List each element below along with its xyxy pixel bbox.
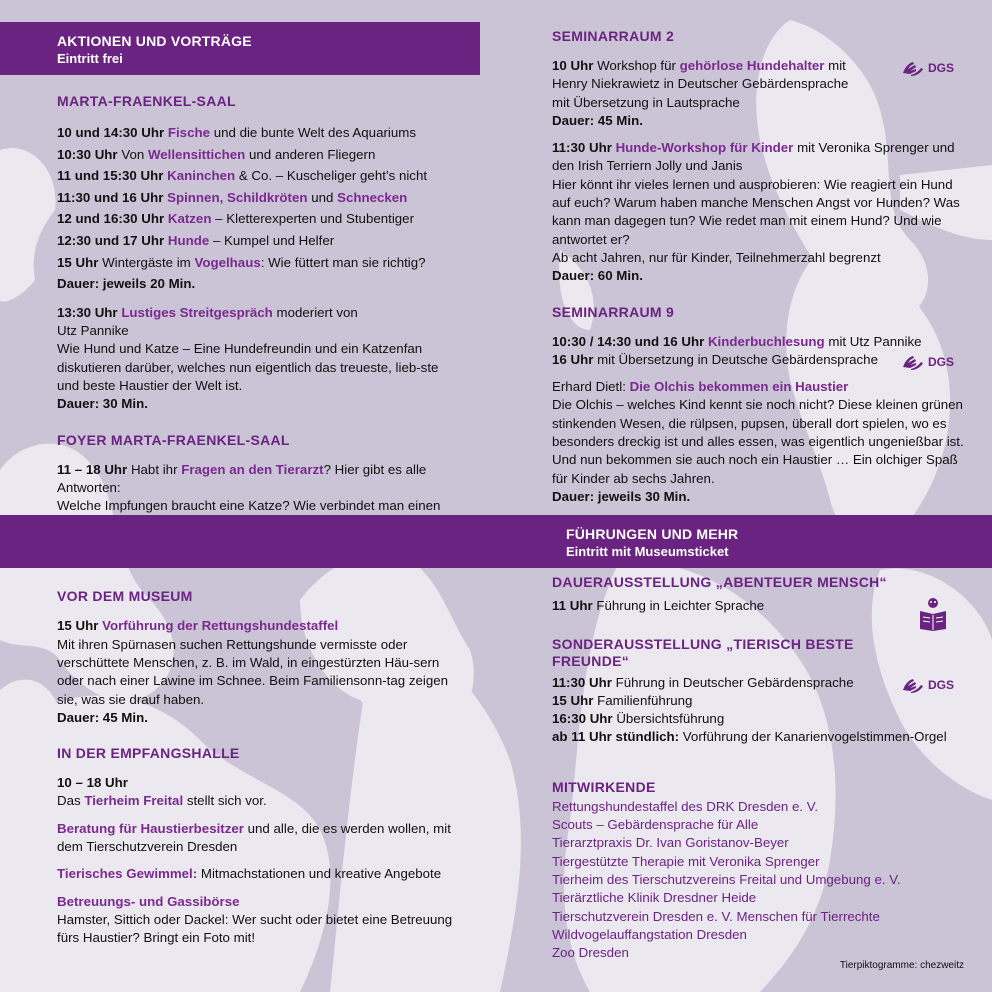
banner-title: AKTIONEN UND VORTRÄGE	[57, 33, 252, 49]
mitwirkende-item: Wildvogelauffangstation Dresden	[552, 926, 747, 942]
event-olchis: Erhard Dietl: Die Olchis bekommen ein Haustier Die Olchis – welches Kind kennt sie noch nicht? Diese kleinen grünen stinkenden Wesen, die rülpsen, pupsen, überall dort spielen, wo es besonders dreckig ist und alles essen, was eigentlich ungenießbar ist. Und nun bekommen sie auch noch ein Haustier … Ein olchiger Spaß für Kinder ab sechs Jahren. Dauer: jeweils 30 Min.	[552, 379, 964, 504]
pictogram-credit: Tierpiktogramme: chezweitz	[839, 960, 964, 971]
section-title-seminarraum-2: SEMINARRAUM 2	[552, 28, 675, 44]
banner-subtitle: Eintritt mit Museumsticket	[566, 544, 729, 560]
event-tierheim: 10 – 18 Uhr Das Tierheim Freital stellt sich vor.	[57, 775, 267, 809]
section-title-mitwirkende: MITWIRKENDE	[552, 778, 656, 795]
mitwirkende-item: Tierschutzverein Dresden e. V. Menschen für Tierrechte	[552, 908, 880, 924]
right-column	[552, 22, 992, 962]
banner-subtitle: Eintritt frei	[57, 51, 123, 66]
mitwirkende-list	[552, 798, 970, 963]
mitwirkende-item: Tierheim des Tierschutzvereins Freital und Umgebung e. V.	[552, 871, 901, 887]
event-leichte-sprache: 11 Uhr Führung in Leichter Sprache	[552, 597, 970, 615]
banner-fuehrungen	[0, 515, 992, 568]
easy-language-icon	[918, 597, 948, 636]
section-title-vor-dem-museum: VOR DEM MUSEUM	[57, 588, 193, 605]
dgs-sign-language-icon: DGS	[901, 676, 954, 694]
banner-aktionen	[0, 22, 480, 75]
section-title-marta-fraenkel-saal: MARTA-FRAENKEL-SAAL	[57, 93, 236, 109]
dgs-sign-language-icon: DGS	[901, 59, 954, 77]
schedule-row: 11:30 und 16 Uhr Spinnen, Schildkröten und Schnecken	[57, 189, 408, 205]
mitwirkende-item: Rettungshundestaffel des DRK Dresden e. V.	[552, 798, 819, 814]
event-hunde-workshop: 11:30 Uhr Hunde-Workshop für Kinder mit Veronika Sprenger und den Irish Terriern Jolly und Janis Hier könnt ihr vieles lernen und ausprobieren: Wie reagiert ein Hund auf euch? Warum haben manche Menschen Angst vor Hunden? Was kann man dagegen tun? Wie redet man mit einem Hund? Und wie antwortet er? Ab acht Jahren, nur für Kinder, Teilnehmerzahl begrenzt Dauer: 60 Min.	[552, 140, 960, 284]
mitwirkende-item: Scouts – Gebärdensprache für Alle	[552, 817, 759, 833]
section-title-empfangshalle: IN DER EMPFANGSHALLE	[57, 745, 240, 762]
left-column	[0, 22, 480, 956]
mitwirkende-item: Tierärztliche Klinik Dresdner Heide	[552, 890, 757, 906]
section-title-dauerausstellung: DAUERAUSSTELLUNG „ABENTEUER MENSCH“	[552, 574, 887, 591]
event-streitgespraech: 13:30 Uhr Lustiges Streitgespräch moderiert von Utz Pannike Wie Hund und Katze – Eine Hundefreundin und ein Katzenfan diskutieren darüber, welches nun eigentlich das treueste, lieb-ste und beste Haustier der Welt ist. Dauer: 30 Min.	[57, 304, 439, 412]
event-gassiboerse: Betreuungs- und Gassibörse Hamster, Sittich oder Dackel: Wer sucht oder bietet eine Betreuung fürs Haustier? Bringt ein Foto mit!	[57, 893, 453, 946]
mitwirkende-item: Tierarztpraxis Dr. Ivan Goristanov-Beyer	[552, 835, 789, 851]
schedule-row: 12 und 16:30 Uhr Katzen – Kletterexperten und Stubentiger	[57, 211, 415, 227]
event-workshop-gehoerlose: DGS 10 Uhr Workshop für gehörlose Hundehalter mit Henry Niekrawietz in Deutscher Gebärdensprache mit Übersetzung in Lautsprache Dauer: 45 Min.	[552, 58, 954, 128]
mitwirkende-item: Zoo Dresden	[552, 945, 629, 961]
schedule-row: 11 und 15:30 Uhr Kaninchen & Co. – Kuscheliger geht’s nicht	[57, 168, 428, 184]
schedule-row: 12:30 und 17 Uhr Hunde – Kumpel und Helfer	[57, 232, 335, 248]
duration: Dauer: jeweils 20 Min.	[57, 276, 196, 292]
schedule-row: 10 und 14:30 Uhr Fische und die bunte Welt des Aquariums	[57, 125, 416, 140]
event-gewimmel: Tierisches Gewimmel: Mitmachstationen und kreative Angebote	[57, 866, 442, 882]
event-tierarzt: 11 – 18 Uhr Habt ihr Fragen an den Tierarzt? Hier gibt es alle Antworten: Welche Impfungen braucht eine Katze? Wie verbindet man einen	[57, 461, 441, 514]
dgs-sign-language-icon: DGS	[901, 353, 954, 371]
schedule-row: 15 Uhr Wintergäste im Vogelhaus: Wie füttert man sie richtig?	[57, 254, 426, 270]
section-title-sonderausstellung: SONDERAUSSTELLUNG „TIERISCH BESTE FREUNDE“	[552, 635, 854, 669]
schedule-row: 10:30 Uhr Von Wellensittichen und anderen Fliegern	[57, 146, 376, 162]
section-title-seminarraum-9: SEMINARRAUM 9	[552, 303, 675, 320]
section-title-foyer: FOYER MARTA-FRAENKEL-SAAL	[57, 431, 290, 448]
event-rettungshunde: 15 Uhr Vorführung der Rettungshundestaffel Mit ihren Spürnasen suchen Rettungshunde vermisste oder verschüttete Menschen, z. B. im Wald, in eingestürzten Häu-sern oder nach einer Lawine im Schnee. Beim Familiensonn-tag zeigen sie, was sie drauf haben. Dauer: 45 Min.	[57, 618, 448, 725]
event-kinderbuchlesung: 10:30 / 14:30 und 16 Uhr Kinderbuchlesung mit Utz Pannike DGS 16 Uhr mit Übersetzung in Deutsche Gebärdensprache	[552, 333, 970, 370]
event-sonderausstellung-fuehrungen: DGS 11:30 Uhr Führung in Deutscher Gebärdensprache 15 Uhr Familienführung 16:30 Uhr Übersichtsführung ab 11 Uhr stündlich: Vorführung der Kanarienvogelstimmen-Orgel	[552, 674, 954, 745]
banner-title: FÜHRUNGEN UND MEHR	[566, 526, 739, 543]
event-beratung: Beratung für Haustierbesitzer und alle, die es werden wollen, mit dem Tierschutzverein Dresden	[57, 820, 451, 854]
mitwirkende-item: Tiergestützte Therapie mit Veronika Sprenger	[552, 853, 820, 869]
